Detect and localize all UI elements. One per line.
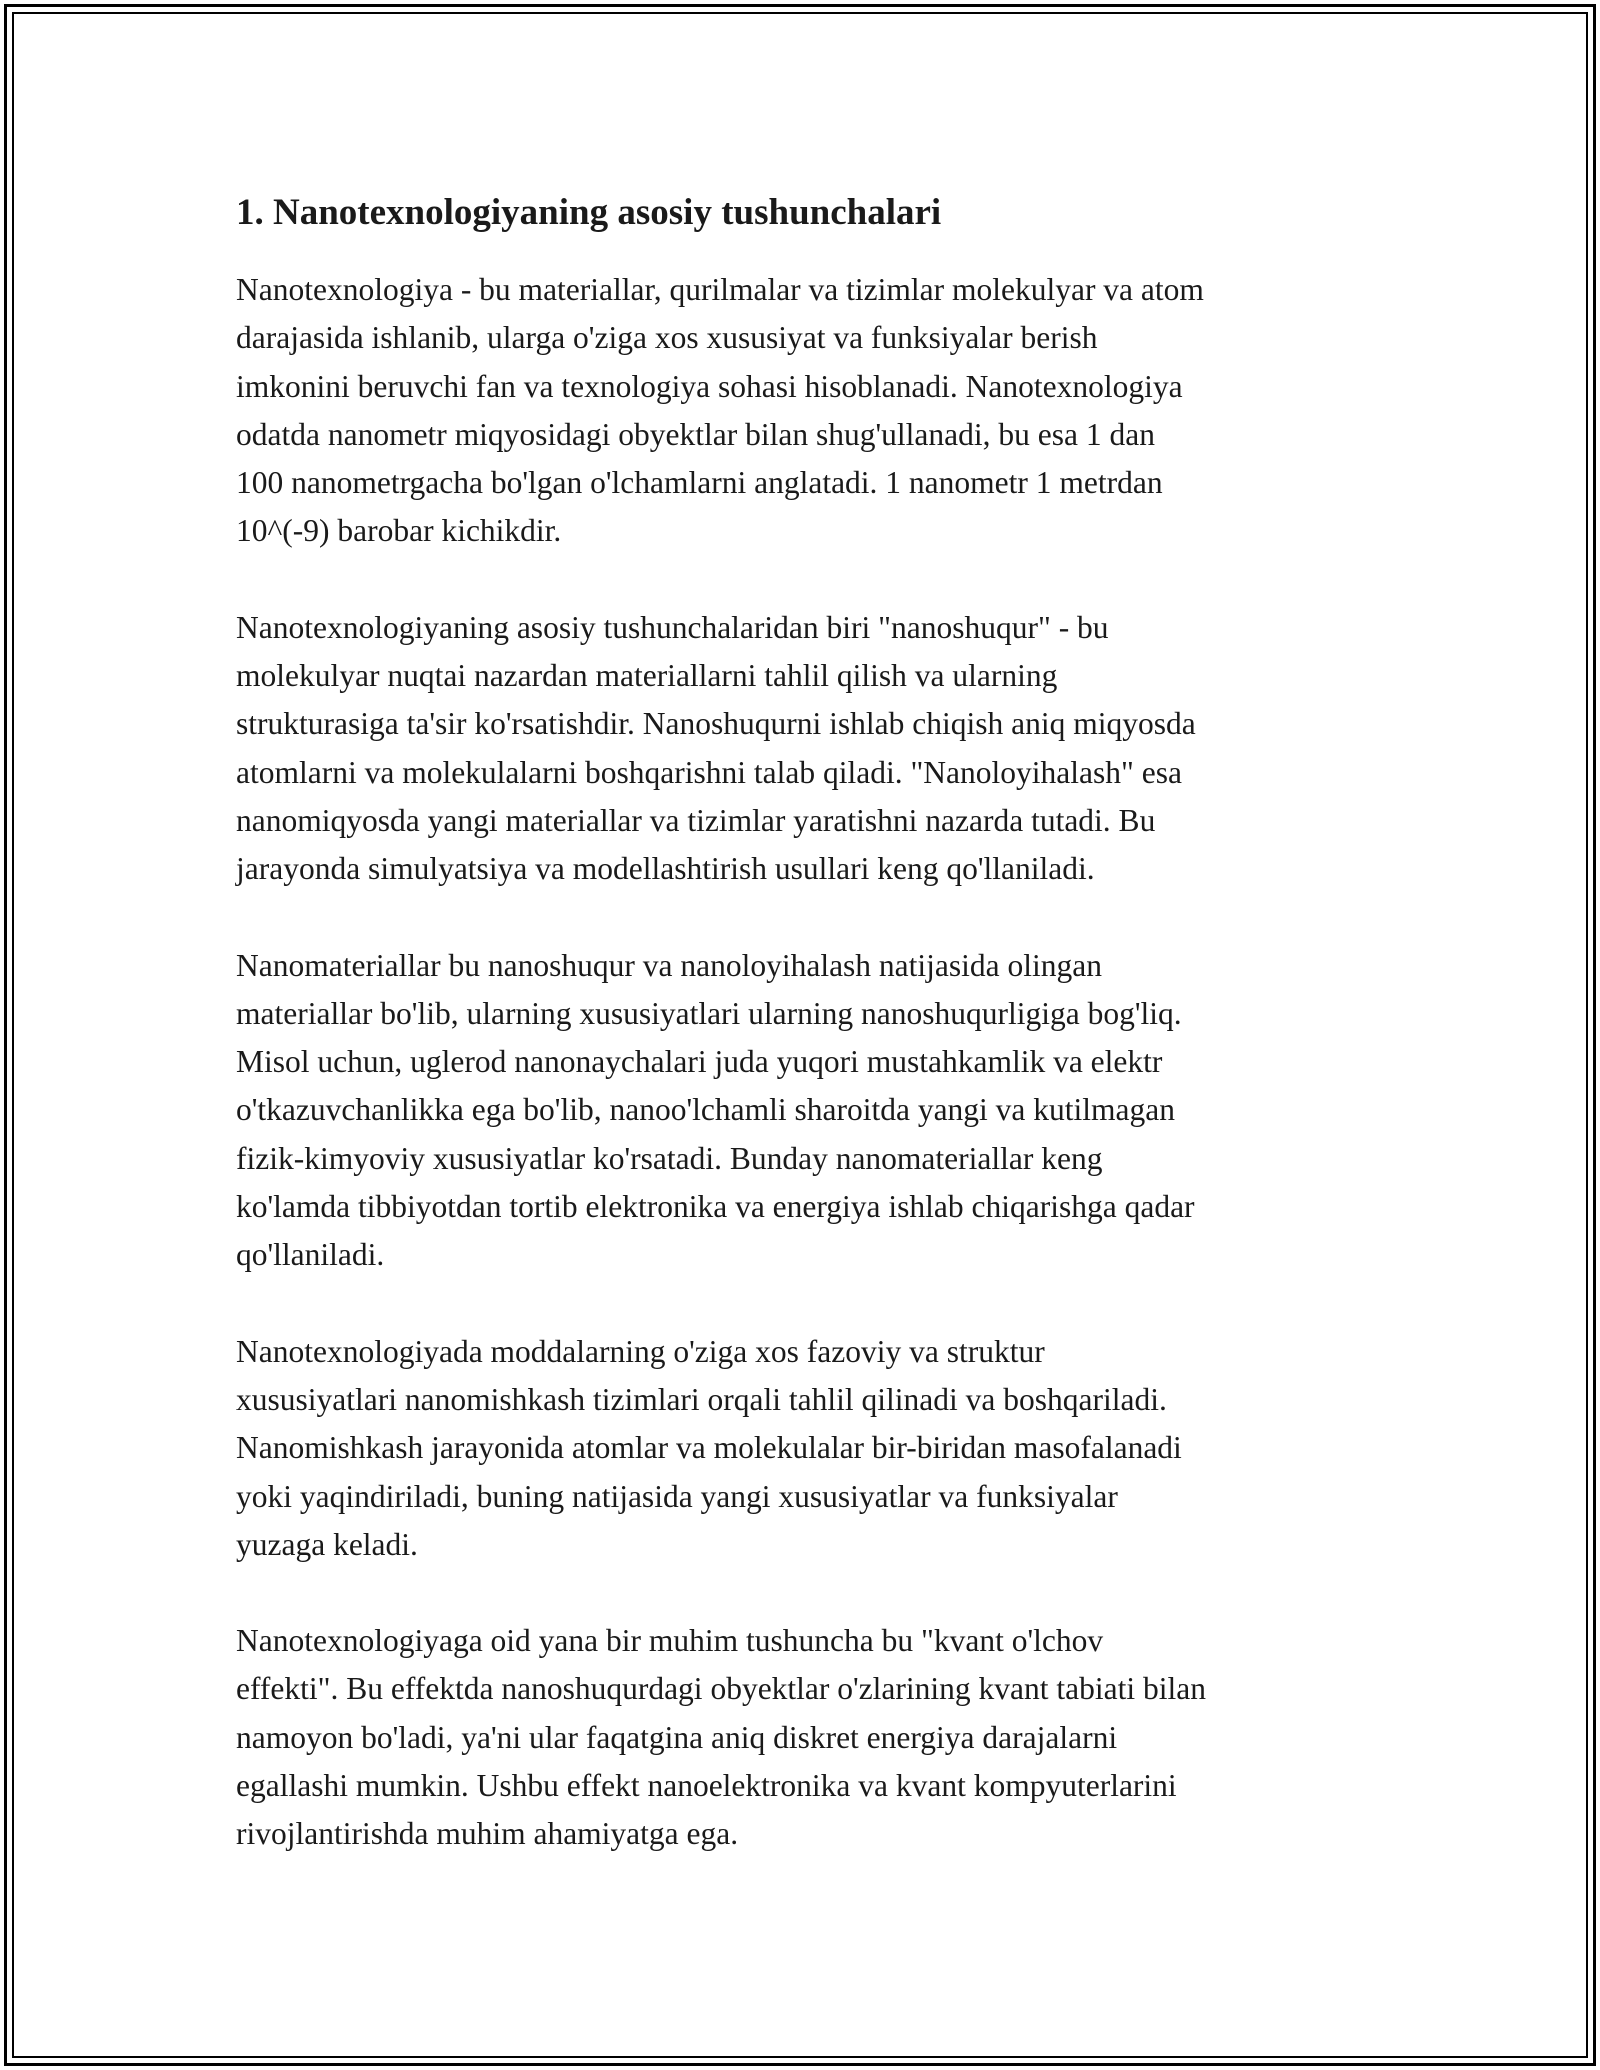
paragraph-quantum-effect: Nanotexnologiyaga oid yana bir muhim tushuncha bu "kvant o'lchov effekti". Bu effektda nanoshuqurdagi obyektlar o'zlarining kvant tabiati bilan namoyon bo'ladi, ya'ni ular faqatgina aniq diskret energiya darajalarni egallashi mumkin. Ushbu effekt nanoelektronika va kvant kompyuterlarini rivojlantirishda muhim ahamiyatga ega. (236, 1623, 1206, 1852)
paragraph-nanomaterials: Nanomateriallar bu nanoshuqur va nanoloyihalash natijasida olingan materiallar bo'lib, ularning xususiyatlari ularning nanoshuqurligiga bog'liq. Misol uchun, uglerod nanonaychalari juda yuqori mustahkamlik va elektr o'tkazuvchanlikka ega bo'lib, nanoo'lchamli sharoitda yangi va kutilmagan fizik-kimyoviy xususiyatlar ko'rsatadi. Bunday nanomateriallar keng ko'lamda tibbiyotdan tortib elektronika va energiya ishlab chiqarishga qadar qo'llaniladi. (236, 947, 1195, 1273)
paragraph-nanoshuqur: Nanotexnologiyaning asosiy tushunchalaridan biri "nanoshuqur" - bu molekulyar nuqtai nazardan materiallarni tahlil qilish va ularning strukturasiga ta'sir ko'rsatishdir. Nanoshuqurni ishlab chiqish aniq miqyosda atomlarni va molekulalarni boshqarishni talab qiladi. "Nanoloyihalash" esa nanomiqyosda yangi materiallar va tizimlar yaratishni nazarda tutadi. Bu jarayonda simulyatsiya va modellashtirish usullari keng qo'llaniladi. (236, 609, 1196, 887)
document-body (236, 186, 1376, 1907)
section-heading: 1. Nanotexnologiyaning asosiy tushunchalari (236, 192, 942, 233)
paragraph-definition: Nanotexnologiya - bu materiallar, qurilmalar va tizimlar molekulyar va atom darajasida ishlanib, ularga o'ziga xos xususiyat va funksiyalar berish imkonini beruvchi fan va texnologiya sohasi hisoblanadi. Nanotexnologiya odatda nanometr miqyosidagi obyektlar bilan shug'ullanadi, bu esa 1 dan 100 nanometrgacha bo'lgan o'lchamlarni anglatadi. 1 nanometr 1 metrdan 10^(-9) barobar kichikdir. (236, 272, 1204, 549)
paragraph-nanomishkash: Nanotexnologiyada moddalarning o'ziga xos fazoviy va struktur xususiyatlari nanomishkash tizimlari orqali tahlil qilinadi va boshqariladi. Nanomishkash jarayonida atomlar va molekulalar bir-biridan masofalanadi yoki yaqindiriladi, buning natijasida yangi xususiyatlar va funksiyalar yuzaga keladi. (236, 1333, 1182, 1562)
